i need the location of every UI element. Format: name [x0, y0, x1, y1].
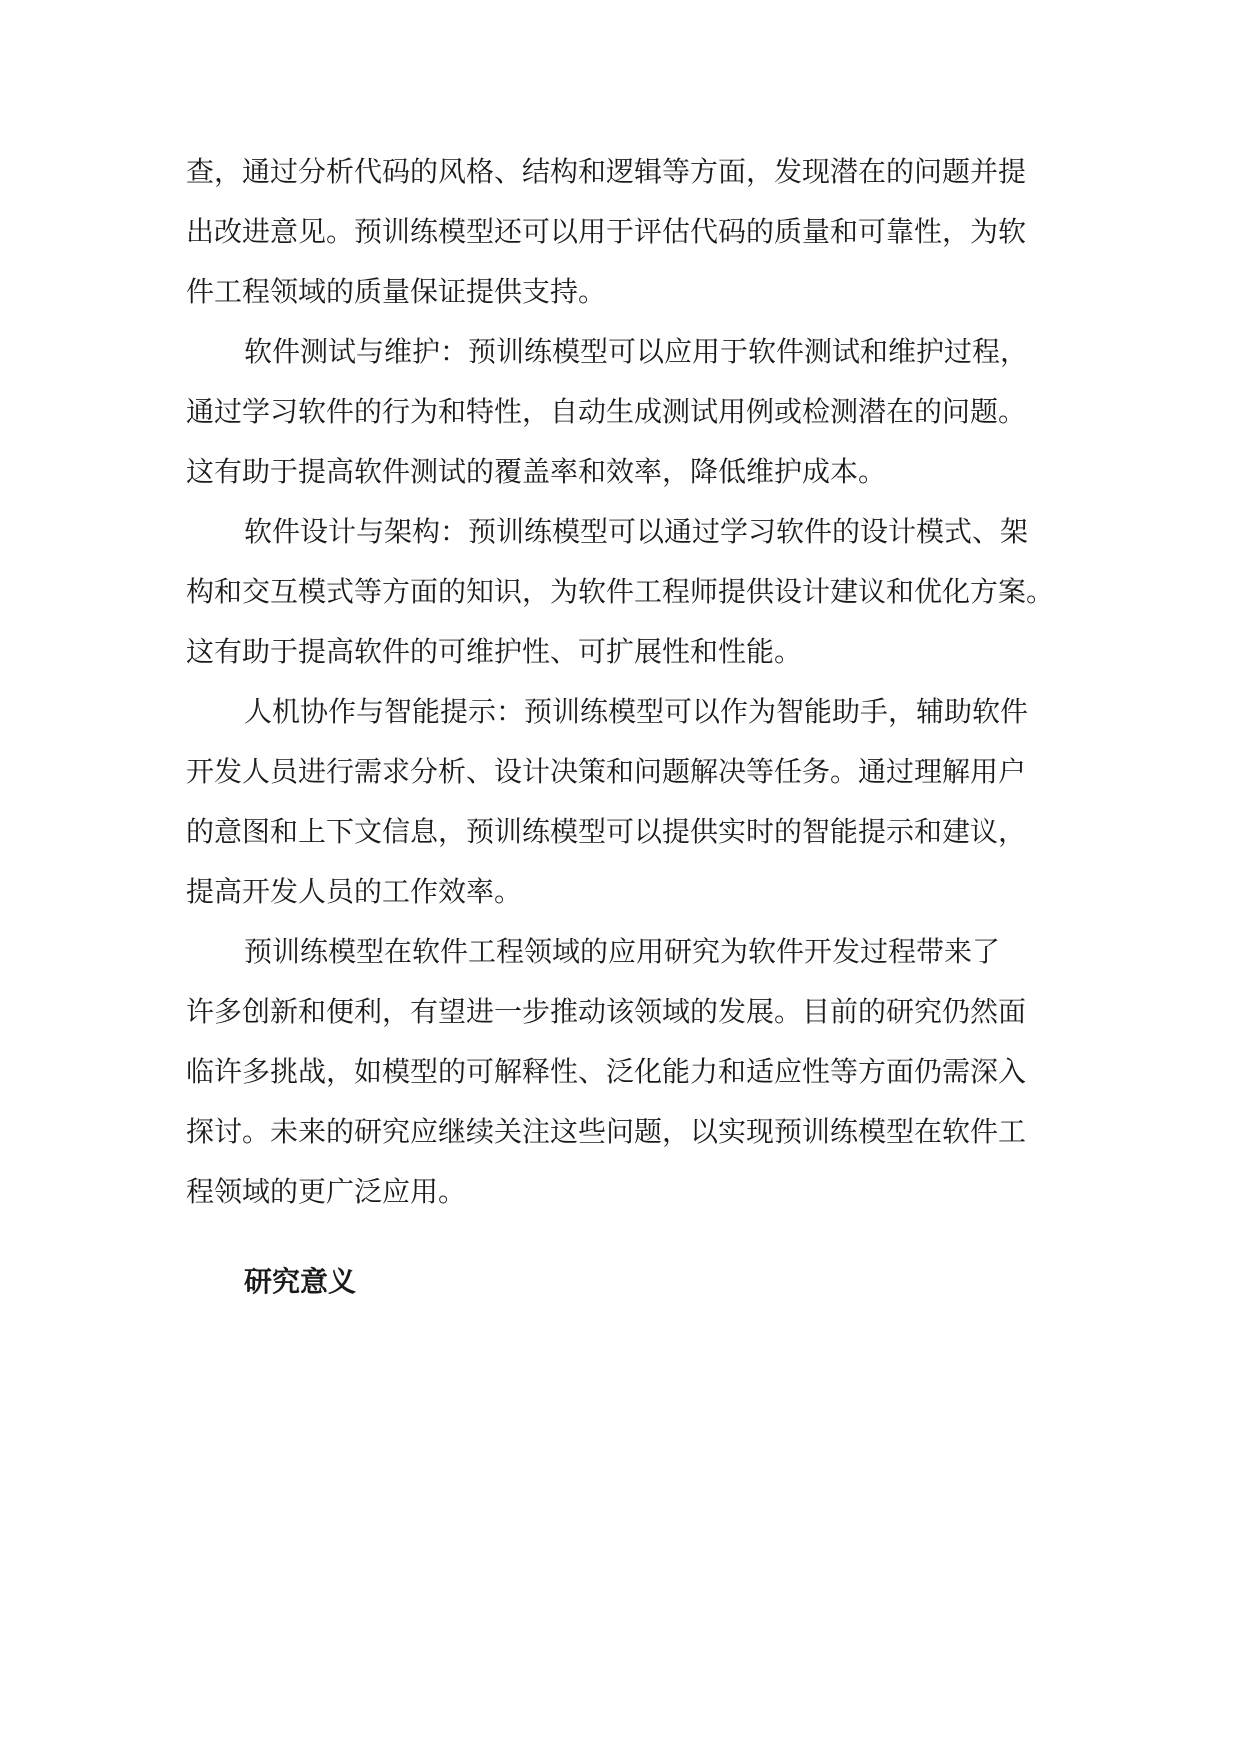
paragraph-line: 许多创新和便利，有望进一步推动该领域的发展。目前的研究仍然面 [186, 995, 1027, 1028]
paragraph-line: 构和交互模式等方面的知识，为软件工程师提供设计建议和优化方案。 [186, 575, 1055, 608]
paragraph-line: 探讨。未来的研究应继续关注这些问题，以实现预训练模型在软件工 [186, 1115, 1027, 1148]
section-heading: 研究意义 [244, 1265, 357, 1298]
paragraph-line: 程领域的更广泛应用。 [186, 1175, 467, 1208]
paragraph-line: 提高开发人员的工作效率。 [186, 875, 523, 908]
paragraph-line: 的意图和上下文信息，预训练模型可以提供实时的智能提示和建议， [186, 815, 1027, 848]
paragraph-line: 临许多挑战，如模型的可解释性、泛化能力和适应性等方面仍需深入 [186, 1055, 1027, 1088]
paragraph-line: 查，通过分析代码的风格、结构和逻辑等方面，发现潜在的问题并提 [186, 155, 1027, 188]
paragraph-human-ai-collaboration [186, 682, 1056, 922]
paragraph-line: 人机协作与智能提示：预训练模型可以作为智能助手，辅助软件 [244, 695, 1029, 728]
paragraph-line: 出改进意见。预训练模型还可以用于评估代码的质量和可靠性，为软 [186, 215, 1027, 248]
document-body [186, 142, 1056, 1312]
paragraph-line: 这有助于提高软件测试的覆盖率和效率，降低维护成本。 [186, 455, 887, 488]
paragraph-code-review [186, 142, 1056, 322]
section-spacer [186, 1222, 1056, 1252]
paragraph-line: 开发人员进行需求分析、设计决策和问题解决等任务。通过理解用户 [186, 755, 1027, 788]
paragraph-line: 件工程领域的质量保证提供支持。 [186, 275, 607, 308]
paragraph-summary [186, 922, 1056, 1222]
paragraph-line: 通过学习软件的行为和特性，自动生成测试用例或检测潜在的问题。 [186, 395, 1027, 428]
paragraph-line: 这有助于提高软件的可维护性、可扩展性和性能。 [186, 635, 803, 668]
paragraph-line: 软件设计与架构：预训练模型可以通过学习软件的设计模式、架 [244, 515, 1029, 548]
paragraph-line: 软件测试与维护：预训练模型可以应用于软件测试和维护过程， [244, 335, 1029, 368]
paragraph-testing-maintenance [186, 322, 1056, 502]
paragraph-design-architecture [186, 502, 1056, 682]
paragraph-line: 预训练模型在软件工程领域的应用研究为软件开发过程带来了 [244, 935, 1001, 968]
